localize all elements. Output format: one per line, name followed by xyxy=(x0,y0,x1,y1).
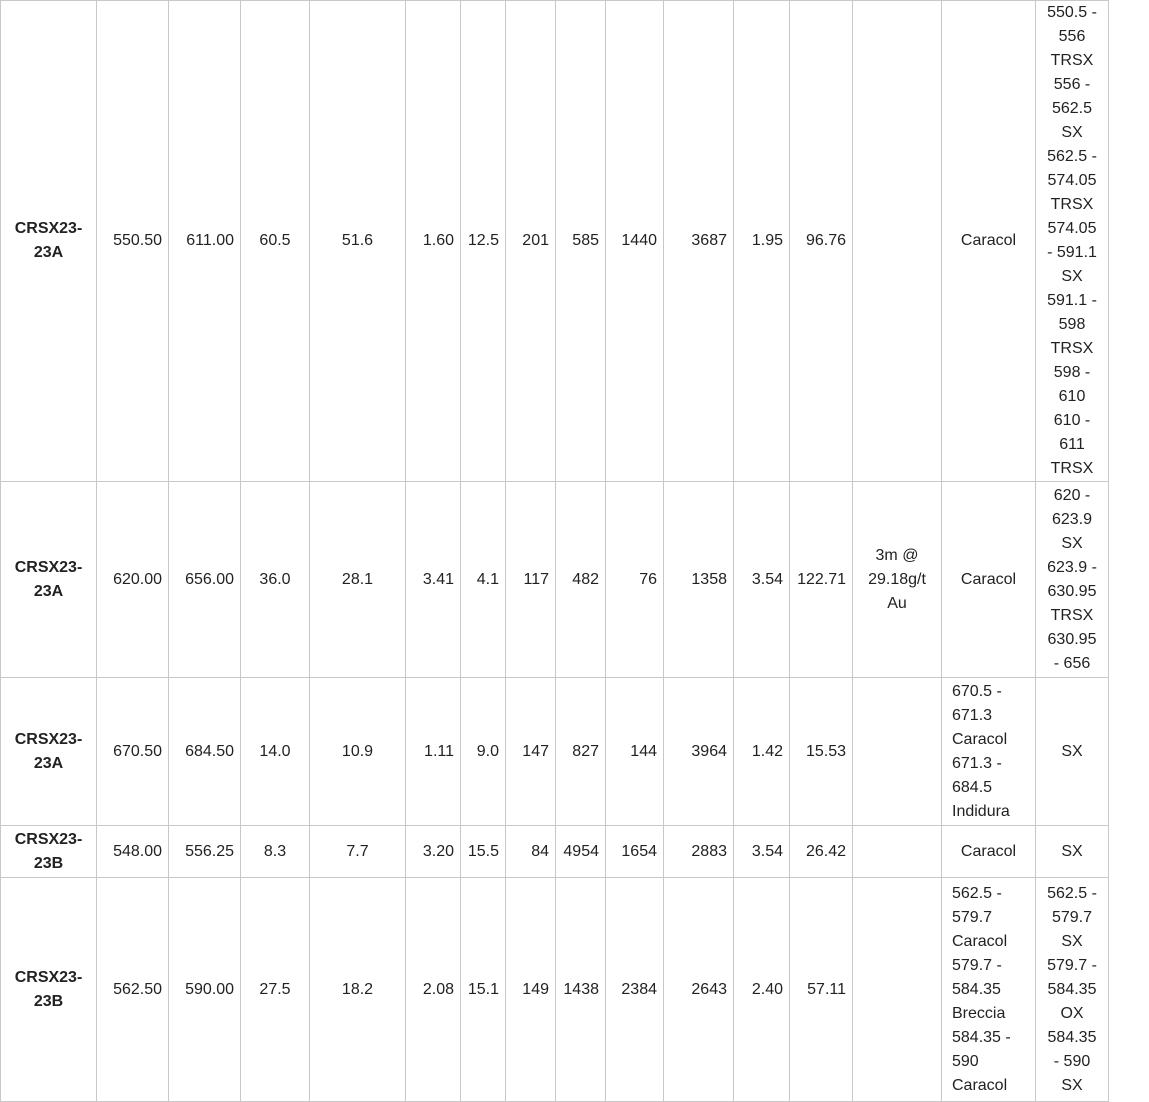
cell-value: 60.5 xyxy=(259,232,291,249)
cell-line: SX xyxy=(1061,534,1083,552)
cell-value: 15.5 xyxy=(467,842,499,860)
cell-length xyxy=(241,482,310,678)
cell-aueq xyxy=(734,678,790,826)
cell-value: 684.50 xyxy=(185,742,234,760)
cell-value: 670.50 xyxy=(113,742,162,760)
cell-from xyxy=(97,1,169,482)
cell-value: 1440 xyxy=(621,232,657,249)
cell-line: 562.5 - xyxy=(1047,884,1097,902)
cell-line: 630.95 xyxy=(1047,630,1097,648)
cell-line: CRSX23- xyxy=(14,730,83,748)
cell-gram-meters xyxy=(790,878,853,1102)
cell-including xyxy=(853,1,942,482)
cell-to xyxy=(169,482,241,678)
cell-value: 1.42 xyxy=(751,742,783,760)
cell-value: 3.54 xyxy=(751,842,783,860)
table-row xyxy=(1,482,1109,678)
cell-line: SX xyxy=(1061,932,1083,950)
cell-value: 3964 xyxy=(691,742,727,760)
cell-line: 590 xyxy=(952,1052,979,1070)
table-row xyxy=(1,1,1109,482)
cell-to xyxy=(169,826,241,878)
table-row xyxy=(1,678,1109,826)
cell-line: Indidura xyxy=(952,802,1010,820)
cell-line: Caracol xyxy=(952,1076,1008,1094)
cell-value: 827 xyxy=(572,742,599,760)
cell-mineralization xyxy=(1036,482,1109,678)
cell-hole xyxy=(1,1,97,482)
cell-line: 598 xyxy=(1058,316,1086,333)
cell-rock xyxy=(942,482,1036,678)
cell-line: TRSX xyxy=(1050,340,1094,357)
cell-ag xyxy=(461,826,506,878)
cell-line: 623.9 xyxy=(1051,510,1093,528)
cell-true-width xyxy=(310,1,406,482)
cell-value: 1.11 xyxy=(424,742,454,760)
cell-pb xyxy=(556,482,606,678)
cell-true-width xyxy=(310,482,406,678)
cell-value: 620.00 xyxy=(113,570,162,588)
cell-line: 29.18g/t xyxy=(868,570,926,588)
cell-zn xyxy=(606,482,664,678)
cell-to xyxy=(169,1,241,482)
cell-true-width xyxy=(310,678,406,826)
cell-value: 84 xyxy=(531,842,549,860)
cell-value: 1358 xyxy=(691,570,727,588)
cell-hole xyxy=(1,482,97,678)
cell-gram-meters xyxy=(790,482,853,678)
cell-line: 620 - xyxy=(1053,486,1091,504)
cell-line: 630.95 xyxy=(1047,582,1097,600)
cell-value: 4.1 xyxy=(476,570,499,588)
cell-line: 556 - xyxy=(1053,76,1091,93)
cell-pb xyxy=(556,1,606,482)
cell-hole xyxy=(1,826,97,878)
cell-value: 1.95 xyxy=(751,232,783,249)
cell-value: 548.00 xyxy=(113,842,162,860)
cell-length xyxy=(241,826,310,878)
cell-ag xyxy=(461,1,506,482)
cell-aueq xyxy=(734,482,790,678)
cell-line: 574.05 xyxy=(1047,220,1097,237)
cell-value: 7.7 xyxy=(346,842,369,860)
cell-to xyxy=(169,678,241,826)
cell-value: 36.0 xyxy=(259,570,291,588)
cell-line: 671.3 xyxy=(952,706,993,724)
cell-line: SX xyxy=(1061,124,1083,141)
cell-line: TRSX xyxy=(1050,196,1094,213)
cell-value: 656.00 xyxy=(185,570,234,588)
cell-line: 579.7 xyxy=(1051,908,1093,926)
cell-as xyxy=(664,678,734,826)
cell-cu xyxy=(506,678,556,826)
cell-line: CRSX23- xyxy=(14,968,83,986)
cell-line: 562.5 xyxy=(1051,100,1093,117)
cell-line: - 656 xyxy=(1053,654,1091,672)
cell-line: 584.35 xyxy=(1047,1028,1097,1046)
cell-value: 117 xyxy=(523,570,549,588)
cell-value: 9.0 xyxy=(476,742,499,760)
cell-value: 590.00 xyxy=(185,980,234,998)
cell-aueq xyxy=(734,1,790,482)
cell-line: 610 xyxy=(1058,388,1086,405)
cell-cu xyxy=(506,482,556,678)
cell-au xyxy=(406,878,461,1102)
cell-value: 14.0 xyxy=(259,742,291,760)
cell-value: 550.50 xyxy=(113,232,162,249)
cell-true-width xyxy=(310,878,406,1102)
cell-rock xyxy=(942,1,1036,482)
cell-value: 3.20 xyxy=(422,842,454,860)
cell-gram-meters xyxy=(790,1,853,482)
cell-value: 51.6 xyxy=(341,232,374,249)
cell-line: 579.7 - xyxy=(1047,956,1097,974)
cell-including xyxy=(853,678,942,826)
cell-value: 15.53 xyxy=(805,742,846,760)
cell-gram-meters xyxy=(790,826,853,878)
cell-value: 611.00 xyxy=(186,232,234,249)
cell-zn xyxy=(606,878,664,1102)
cell-cu xyxy=(506,1,556,482)
cell-line: 574.05 xyxy=(1047,172,1097,189)
cell-line: SX xyxy=(1061,268,1083,285)
cell-value: 1.60 xyxy=(422,232,454,249)
cell-line: 562.5 - xyxy=(1047,148,1097,165)
cell-zn xyxy=(606,1,664,482)
cell-line: SX xyxy=(1061,1076,1083,1094)
cell-including xyxy=(853,482,942,678)
cell-value: 556.25 xyxy=(185,842,234,860)
cell-line: 579.7 - xyxy=(952,956,1002,974)
cell-value: 482 xyxy=(572,570,599,588)
cell-value: 8.3 xyxy=(263,842,287,860)
cell-mineralization xyxy=(1036,826,1109,878)
cell-zn xyxy=(606,678,664,826)
cell-mineralization xyxy=(1036,878,1109,1102)
cell-value: 96.76 xyxy=(805,232,846,249)
cell-au xyxy=(406,826,461,878)
cell-ag xyxy=(461,678,506,826)
cell-as xyxy=(664,878,734,1102)
cell-line: 556 xyxy=(1058,28,1086,45)
cell-from xyxy=(97,878,169,1102)
cell-line: - 590 xyxy=(1053,1052,1091,1070)
cell-line: - 591.1 xyxy=(1047,244,1097,261)
cell-ag xyxy=(461,878,506,1102)
cell-au xyxy=(406,678,461,826)
cell-aueq xyxy=(734,826,790,878)
cell-aueq xyxy=(734,878,790,1102)
cell-value: 57.11 xyxy=(807,980,846,998)
cell-value: 147 xyxy=(522,742,549,760)
cell-line: Caracol xyxy=(952,932,1008,950)
cell-line: 562.5 - xyxy=(952,884,1002,902)
cell-line: 598 - xyxy=(1053,364,1091,381)
cell-line: 684.5 xyxy=(952,778,993,796)
cell-including xyxy=(853,878,942,1102)
cell-line: 23B xyxy=(33,854,64,872)
cell-line: 671.3 - xyxy=(952,754,1002,772)
cell-line: 550.5 - xyxy=(1047,4,1097,21)
cell-from xyxy=(97,678,169,826)
cell-value: 3.54 xyxy=(751,570,783,588)
cell-value: 18.2 xyxy=(341,980,374,998)
cell-value: 2.08 xyxy=(422,980,454,998)
cell-value: 144 xyxy=(630,742,657,760)
cell-line: 611 xyxy=(1059,436,1085,453)
cell-rock xyxy=(942,678,1036,826)
cell-value: 4954 xyxy=(563,842,599,860)
cell-line: 23A xyxy=(33,754,64,772)
cell-hole xyxy=(1,878,97,1102)
cell-value: 15.1 xyxy=(467,980,499,998)
cell-value: 562.50 xyxy=(113,980,162,998)
table-row xyxy=(1,826,1109,878)
cell-value: 2883 xyxy=(691,842,727,860)
cell-cu xyxy=(506,826,556,878)
cell-value: 12.5 xyxy=(467,232,499,249)
cell-line: OX xyxy=(1060,1004,1084,1022)
cell-line: Caracol xyxy=(960,570,1017,588)
cell-line: TRSX xyxy=(1050,460,1094,477)
cell-value: 28.1 xyxy=(341,570,374,588)
cell-pb xyxy=(556,878,606,1102)
cell-line: CRSX23- xyxy=(14,558,83,576)
cell-line: Caracol xyxy=(960,232,1017,249)
cell-including xyxy=(853,826,942,878)
cell-zn xyxy=(606,826,664,878)
cell-value: 10.9 xyxy=(341,742,374,760)
cell-length xyxy=(241,678,310,826)
cell-line: SX xyxy=(1061,742,1083,760)
cell-mineralization xyxy=(1036,1,1109,482)
cell-value: 26.42 xyxy=(805,842,846,860)
cell-line: Caracol xyxy=(952,730,1008,748)
cell-value: 1654 xyxy=(621,842,657,860)
cell-to xyxy=(169,878,241,1102)
cell-value: 1438 xyxy=(563,980,599,998)
cell-line: TRSX xyxy=(1050,606,1094,624)
cell-line: 23A xyxy=(33,582,64,600)
cell-pb xyxy=(556,826,606,878)
cell-line: 591.1 - xyxy=(1047,292,1097,309)
cell-true-width xyxy=(310,826,406,878)
cell-as xyxy=(664,482,734,678)
cell-pb xyxy=(556,678,606,826)
cell-line: 584.35 - xyxy=(952,1028,1011,1046)
cell-value: 201 xyxy=(522,232,549,249)
cell-line: Breccia xyxy=(952,1004,1006,1022)
cell-value: 3.41 xyxy=(422,570,454,588)
cell-as xyxy=(664,1,734,482)
cell-hole xyxy=(1,678,97,826)
cell-as xyxy=(664,826,734,878)
cell-value: 2384 xyxy=(621,980,657,998)
cell-mineralization xyxy=(1036,678,1109,826)
cell-gram-meters xyxy=(790,678,853,826)
cell-value: 3687 xyxy=(691,232,727,249)
cell-length xyxy=(241,1,310,482)
cell-line: 670.5 - xyxy=(952,682,1002,700)
cell-line: 623.9 - xyxy=(1047,558,1097,576)
cell-ag xyxy=(461,482,506,678)
cell-au xyxy=(406,482,461,678)
table-row xyxy=(1,878,1109,1102)
cell-value: 27.5 xyxy=(259,980,291,998)
cell-value: 76 xyxy=(639,570,657,588)
cell-line: Caracol xyxy=(960,842,1017,860)
cell-line: 584.35 xyxy=(1047,980,1097,998)
cell-cu xyxy=(506,878,556,1102)
cell-rock xyxy=(942,826,1036,878)
cell-line: 3m @ xyxy=(875,546,919,564)
cell-rock xyxy=(942,878,1036,1102)
cell-value: 122.71 xyxy=(797,570,846,588)
cell-line: 584.35 xyxy=(952,980,1001,998)
cell-line: 23B xyxy=(33,992,64,1010)
cell-line: 610 - xyxy=(1053,412,1091,429)
cell-from xyxy=(97,826,169,878)
cell-au xyxy=(406,1,461,482)
cell-value: 2643 xyxy=(691,980,727,998)
cell-value: 149 xyxy=(522,980,549,998)
cell-line: TRSX xyxy=(1050,52,1094,69)
cell-value: 2.40 xyxy=(751,980,783,998)
cell-line: CRSX23- xyxy=(14,830,83,848)
cell-line: 23A xyxy=(33,244,64,261)
cell-from xyxy=(97,482,169,678)
cell-value: 585 xyxy=(572,232,599,249)
cell-length xyxy=(241,878,310,1102)
cell-line: Au xyxy=(887,594,907,612)
cell-line: 579.7 xyxy=(952,908,993,926)
cell-line: SX xyxy=(1061,842,1083,860)
cell-line: CRSX23- xyxy=(14,220,83,237)
